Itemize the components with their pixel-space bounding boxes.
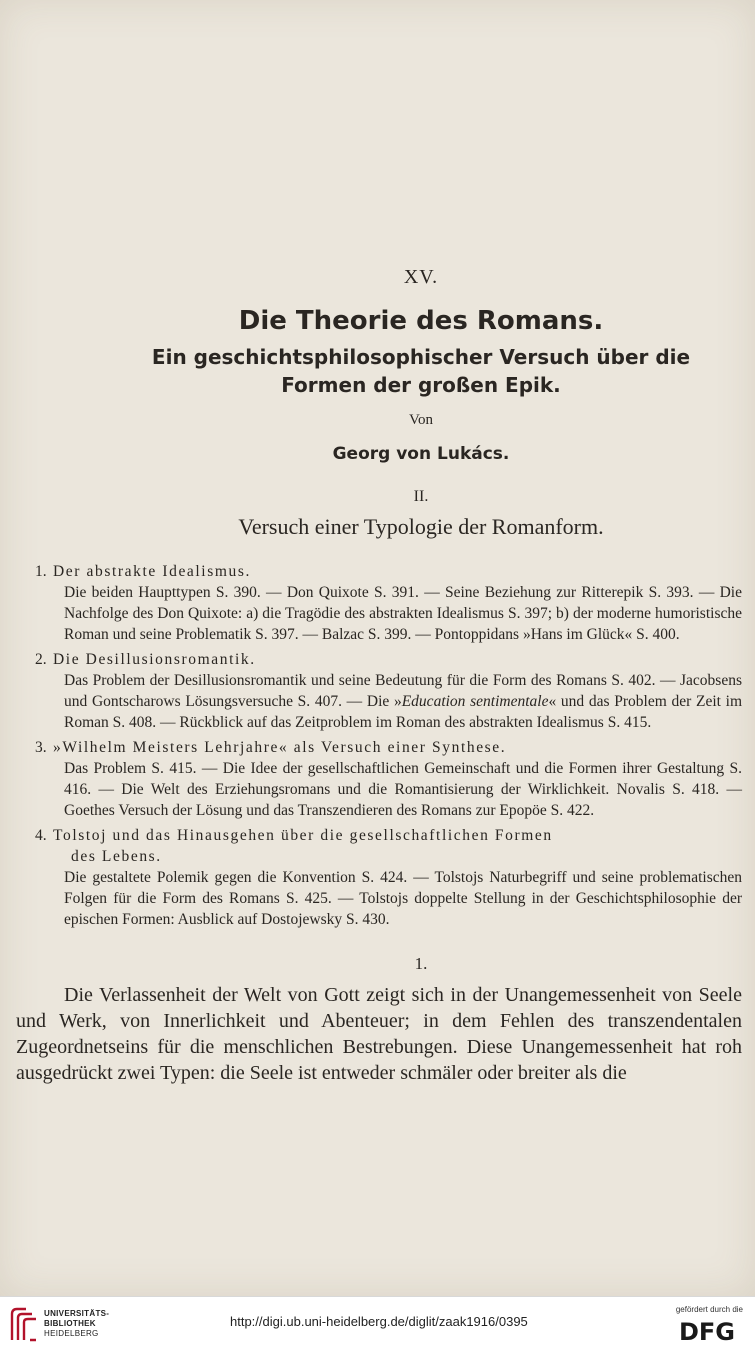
author-name: Georg von Lukács. — [332, 444, 510, 464]
toc-heading-continuation: des Lebens. — [71, 848, 162, 865]
toc-body-text: « und das Problem der Zeit im Roman S. 408. — Rückblick auf das Zeitproblem im Roman des abstrakten Idealismus S. 415. — [64, 693, 742, 731]
toc-item-number: 4. — [35, 827, 47, 844]
toc-item-heading: Die Desillusionsromantik. — [53, 651, 256, 668]
toc-body-emphasis: Education sentimentale — [401, 693, 549, 710]
dfg-logo-text: DFG — [678, 1319, 736, 1343]
library-name-line-3: HEIDELBERG — [44, 1329, 99, 1338]
toc-item-heading: Der abstrakte Idealismus. — [53, 563, 251, 580]
toc-item — [35, 737, 742, 821]
toc-item-heading — [53, 825, 742, 867]
toc-item — [35, 825, 742, 930]
article-title: Die Theorie des Romans. — [238, 306, 604, 336]
section-numeral: 1. — [414, 954, 428, 973]
byline-von: Von — [409, 412, 433, 428]
subtitle-line-2: Formen der großen Epik. — [281, 373, 561, 397]
subtitle-line-1: Ein geschichtsphilosophischer Versuch über die — [151, 345, 691, 369]
part-numeral: II. — [413, 488, 429, 505]
library-name-line-1: UNIVERSITÄTS- — [44, 1309, 110, 1318]
library-name-line-2: BIBLIOTHEK — [44, 1319, 96, 1328]
toc-item — [35, 561, 742, 645]
page-content — [16, 262, 742, 1086]
chapter-numeral: XV. — [403, 266, 439, 288]
dfg-logo-icon[interactable] — [671, 1319, 743, 1343]
body-paragraph: Die Verlassenheit der Welt von Gott zeigt sich in der Unangemessenheit von Seele und Werk, von Innerlichkeit und Abenteuer; in dem Fehlen des transzendentalen Zugeordnetseins für die menschlichen Bestrebungen. Diese Unangemessenheit hat roh ausgedrückt zwei Typen: die Seele ist entweder schmäler oder breiter als die — [16, 984, 742, 1084]
permalink-url[interactable]: http://digi.ub.uni-heidelberg.de/diglit/zaak1916/0395 — [230, 1314, 528, 1329]
toc-item-body: Das Problem S. 415. — Die Idee der gesellschaftlichen Gemeinschaft und die Formen ihrer Gestaltung S. 416. — Die Welt des Erziehungsromans und die Romantisierung der Wirklichkeit. Novalis S. 418. — Goethes Versuch der Lösung und das Transzendieren des Romans zur Epopöe S. 422. — [64, 760, 742, 819]
part-title: Versuch einer Typologie der Romanform. — [238, 514, 604, 539]
toc-item-number: 3. — [35, 739, 47, 756]
toc-item-body — [64, 670, 742, 733]
funding-label: gefördert durch die — [675, 1305, 743, 1314]
library-name[interactable] — [44, 1309, 109, 1339]
toc-heading-line: Tolstoj und das Hinausgehen über die gesellschaftlichen Formen — [53, 827, 553, 844]
table-of-contents — [35, 561, 742, 930]
toc-item-body: Die beiden Haupttypen S. 390. — Don Quixote S. 391. — Seine Beziehung zur Ritterepik S. 393. — Die Nachfolge des Don Quixote: a) die Tragödie des abstrakten Idealismus S. 397; b) der moderne humoristische Roman und seine Problematik S. 397. — Balzac S. 399. — Pontoppidans »Hans im Glück« S. 400. — [64, 584, 742, 643]
toc-body-text: Das Problem der Desillusionsromantik und seine Bedeutung für die Form des Romans S. 402. — Jacobsens und Gontscharows Lösungsversuche S. 407. — Die » — [64, 672, 742, 710]
viewer-footer — [0, 1296, 755, 1353]
university-library-logo-icon[interactable] — [8, 1306, 40, 1344]
toc-item-body: Die gestaltete Polemik gegen die Konvention S. 424. — Tolstojs Naturbegriff und seine problematischen Folgen für die Form des Romans S. 425. — Tolstojs doppelte Stellung in der Geschichtsphilosophie der epischen Formen: Ausblick auf Dostojewsky S. 430. — [64, 869, 742, 928]
toc-item-number: 1. — [35, 563, 47, 580]
toc-item — [35, 649, 742, 733]
toc-item-number: 2. — [35, 651, 47, 668]
article-subtitle — [100, 343, 742, 399]
toc-item-heading: »Wilhelm Meisters Lehrjahre« als Versuch einer Synthese. — [53, 739, 507, 756]
